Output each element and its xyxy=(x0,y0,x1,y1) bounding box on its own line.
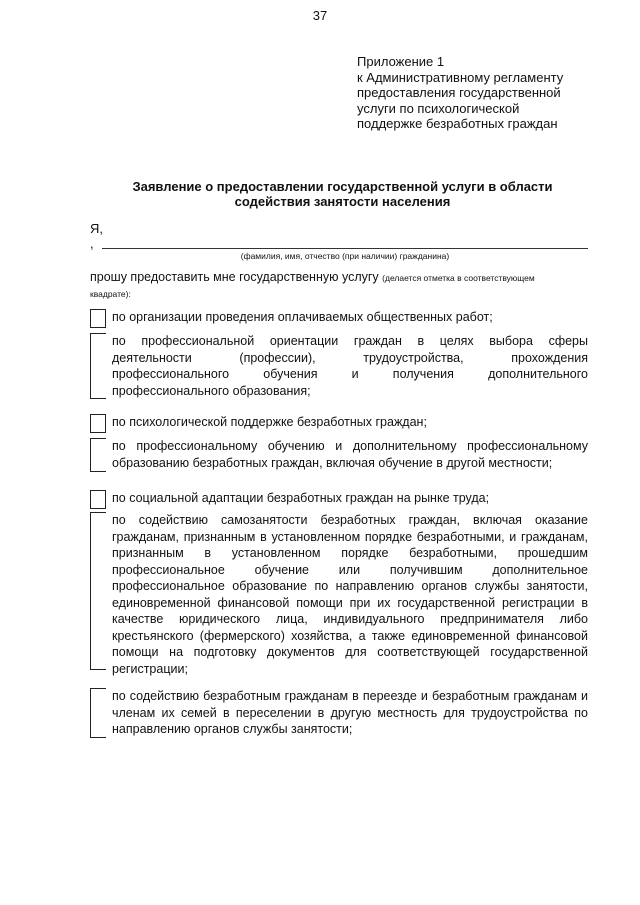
option-line: профессионального обучения и получения дополнительного xyxy=(112,367,588,381)
appendix-block xyxy=(357,54,627,132)
option-line: крестьянского (фермерского) хозяйства, а также единовременной финансовой xyxy=(112,628,588,643)
request-text: прошу предоставить мне государственную услугу xyxy=(90,270,379,284)
option-line: по профессиональному обучению и дополнительному профессиональному xyxy=(112,439,588,453)
option-text xyxy=(112,490,588,507)
option-line: по профессиональной ориентации граждан в целях выбора сферы xyxy=(112,334,588,348)
title-line: содействия занятости населения xyxy=(234,194,451,209)
option-line: качестве юридического лица, индивидуального предпринимателя либо xyxy=(112,612,588,626)
option-text xyxy=(112,333,588,399)
option-text xyxy=(112,309,588,326)
appendix-line: предоставления государственной xyxy=(357,85,561,100)
option-line: единовременной финансовой помощи при их государственной регистрации в xyxy=(112,595,588,610)
title-line: Заявление о предоставлении государственной услуги в области xyxy=(132,179,553,194)
applicant-name-caption: (фамилия, имя, отчество (при наличии) гражданина) xyxy=(240,251,450,261)
applicant-name-field[interactable] xyxy=(102,248,588,249)
option-checkbox[interactable] xyxy=(90,414,106,433)
option-checkbox[interactable] xyxy=(90,333,106,399)
option-line: профессионального образования; xyxy=(112,383,311,398)
option-line: образованию безработных граждан, включая обучение в другой местности; xyxy=(112,455,553,470)
option-line: гражданам, признанным в установленном порядке безработными, и гражданам, xyxy=(112,529,588,544)
option-checkbox[interactable] xyxy=(90,490,106,509)
option-line: направлению органов службы занятости; xyxy=(112,722,353,736)
option-line: профессиональное обучение или получившим дополнительное xyxy=(112,562,588,577)
option-line: деятельности (профессии), трудоустройства, прохождения xyxy=(112,350,588,365)
option-line: по организации проведения оплачиваемых общественных работ; xyxy=(112,310,493,324)
appendix-line: к Административному регламенту xyxy=(357,69,564,85)
option-line: по социальной адаптации безработных граждан на рынке труда; xyxy=(112,491,490,505)
option-checkbox[interactable] xyxy=(90,438,106,472)
option-line: по содействию самозанятости безработных граждан, включая оказание xyxy=(112,513,588,527)
option-text xyxy=(112,688,588,738)
option-line: профессиональное образование по направлению органов службы занятости, xyxy=(112,579,588,593)
option-checkbox[interactable] xyxy=(90,512,106,670)
option-text xyxy=(112,512,588,677)
option-checkbox[interactable] xyxy=(90,688,106,738)
page-number: 37 xyxy=(312,8,328,23)
option-line: по содействию безработным гражданам в переезде и безработным гражданам и xyxy=(112,689,588,703)
request-note: (делается отметка в соответствующем xyxy=(382,273,535,283)
option-checkbox[interactable] xyxy=(90,309,106,328)
appendix-line: поддержке безработных граждан xyxy=(357,116,558,131)
option-line: регистрации; xyxy=(112,661,188,676)
appendix-line: Приложение 1 xyxy=(357,54,445,69)
option-line: признанным в установленном порядке безработными, прошедшим xyxy=(112,546,588,560)
request-statement xyxy=(90,270,592,302)
request-note: квадрате): xyxy=(90,289,131,299)
option-line: членам их семей в переселении в другую местность для трудоустройства по xyxy=(112,705,588,720)
option-text xyxy=(112,414,588,431)
option-text xyxy=(112,438,588,471)
appendix-line: услуги по психологической xyxy=(357,100,520,116)
option-line: по психологической поддержке безработных граждан; xyxy=(112,415,427,429)
applicant-comma: , xyxy=(90,236,94,251)
document-title xyxy=(90,179,595,209)
option-line: помощи на подготовку документов для соответствующей государственной xyxy=(112,645,588,659)
applicant-prefix: Я, xyxy=(90,221,103,236)
